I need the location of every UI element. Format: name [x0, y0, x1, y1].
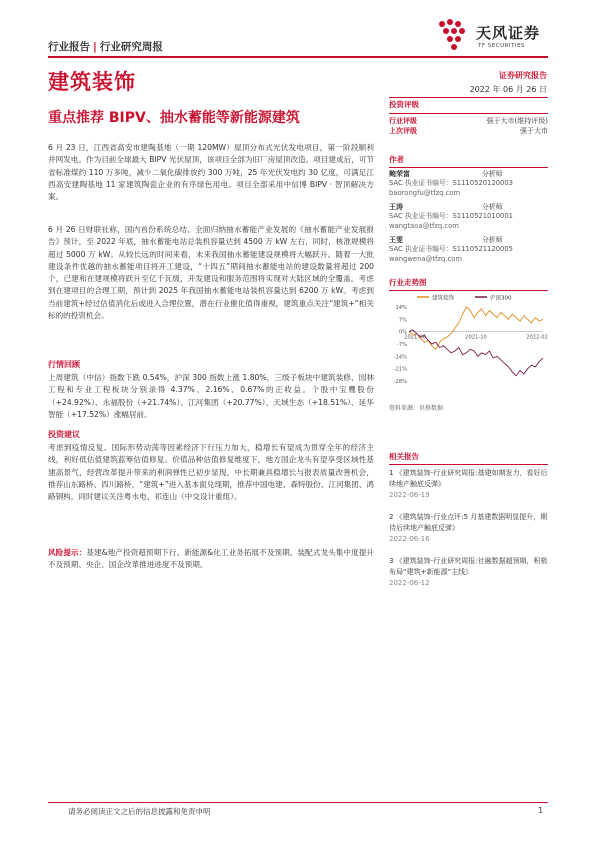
- author-sac: SAC 执业证书编号：S1110521010001: [389, 212, 513, 221]
- y-tick-label: -21%: [393, 366, 407, 373]
- breadcrumb-part2: 行业研究周报: [99, 41, 163, 53]
- rating-last-value: 强于大市: [520, 127, 548, 136]
- author-role: 分析师: [482, 203, 503, 211]
- author-email[interactable]: baorongfu@tfzq.com: [389, 188, 461, 197]
- tf-logo-icon: [436, 18, 470, 52]
- author-role: 分析师: [482, 236, 503, 244]
- related-title[interactable]: 1 《建筑装饰-行业研究周报:基建如期发力，看好后续地产触底反弹》: [389, 469, 548, 488]
- related-title[interactable]: 3 《建筑装饰-行业研究周报:社融数据超预期，积极布局“建筑+新能源”主线》: [389, 557, 548, 576]
- x-tick-label: 2022-02: [526, 334, 548, 341]
- industry-name: 建筑装饰: [48, 70, 136, 94]
- y-tick-label: -14%: [393, 354, 407, 361]
- author-email[interactable]: wangwena@tfzq.com: [389, 254, 462, 263]
- footer-rule: [48, 802, 548, 803]
- breadcrumb-separator: |: [93, 41, 97, 53]
- legend-label: 建筑装饰: [432, 295, 455, 302]
- rating-last-label: 上次评级: [389, 127, 417, 136]
- x-tick-label: 2021-10: [465, 334, 487, 341]
- author-card: [389, 203, 548, 231]
- rating-heading: 投资评级: [389, 100, 419, 109]
- report-type: 证券研究报告: [499, 71, 547, 80]
- footer-disclaimer[interactable]: 请务必阅读正文之后的信息披露和免责申明: [68, 807, 211, 816]
- header-rule: [48, 56, 548, 58]
- y-tick-label: -28%: [393, 379, 407, 385]
- related-item[interactable]: [389, 468, 548, 501]
- rating-last-row: [389, 126, 548, 136]
- author-name: 王涛: [389, 203, 403, 211]
- series-line: [409, 307, 543, 349]
- brand-name-cn: 天风证券: [476, 24, 541, 42]
- author-sac: SAC 执业证书编号：S1110520120003: [389, 179, 513, 188]
- related-heading-block: [389, 452, 548, 463]
- brand-name-en: TF SECURITIES: [478, 43, 525, 49]
- sidebar-rule: [389, 97, 548, 98]
- review-text: 上周建筑（中信）指数下跌 0.54%，沪深 300 指数上涨 1.80%，三级子板块中建筑装修、园林工程和专业工程板块分别录得 4.37%、2.16%、0.67%的正收益。个股中宝鹰股份（+24.92%）、永福股份（+21.74%）、江河集团（+20.77%）、天域生态（+18.51%）、延华智能（+17.52%）涨幅居前。: [48, 373, 374, 419]
- breadcrumb: [48, 39, 163, 54]
- author-sac: SAC 执业证书编号：S1110521120005: [389, 245, 513, 254]
- rating-rule: [389, 113, 548, 114]
- related-date: 2022-06-19: [389, 490, 430, 499]
- report-title: 重点推荐 BIPV、抽水蓄能等新能源建筑: [48, 110, 300, 126]
- authors-block: [389, 155, 548, 166]
- authors-rule: [389, 167, 548, 168]
- author-card: [389, 236, 548, 264]
- rating-block: [389, 100, 548, 111]
- y-tick-label: 14%: [395, 305, 407, 311]
- y-tick-label: 0%: [398, 329, 407, 336]
- advice-heading: 投资建议: [48, 430, 80, 439]
- author-name: 鲍荣富: [389, 170, 410, 178]
- advice-text: 考虑到疫情反复、国际形势动荡等因素经济下行压力加大，稳增长有望成为贯穿全年的经济主线，利好低估值建筑蓝筹估值修复。价值品种估值修复维度下，地方国企龙头有望享受区域性基建高景气，经营改革提升带来的利润弹性已初步显现，中长期兼具稳增长与报表质量改善机会，推荐山东路桥、四川路桥，“建筑+”进入基本面兑现期，推荐中国电建、森特股份、江河集团、鸿路钢构，同时建议关注粤水电、祁连山（中交设计重组）。: [48, 443, 374, 502]
- author-name: 王雯: [389, 236, 403, 244]
- y-tick-label: 7%: [398, 317, 407, 324]
- rating-industry-value: 强于大市(维持评级): [486, 117, 548, 125]
- page-number: 1: [538, 806, 543, 815]
- chart-heading: 行业走势图: [389, 278, 427, 287]
- y-tick-label: -7%: [396, 342, 407, 348]
- legend-label: 沪深300: [490, 295, 512, 302]
- chart-source: 资料来源：贝格数据: [389, 405, 444, 412]
- review-heading: 行情回顾: [48, 360, 80, 369]
- trend-chart-svg: [389, 287, 548, 407]
- breadcrumb-part1: 行业报告: [48, 41, 90, 53]
- authors-heading: 作者: [389, 155, 404, 164]
- paragraph-pumped-storage: 6 月 26 日财联社称，国内首份系统总结、全面归纳抽水蓄能产业发展的《抽水蓄能产业发展报告》预计，至 2022 年底，抽水蓄能电站总装机容量达到 4500 万 kW 左右，同时，核准规模将超过 5000 万 kW。从较长远的时间来看，未来我国抽水蓄能建设规模将大幅跃升。随着一大批建设条件优越的抽水蓄能项目将开工建设，“十四五”期间抽水蓄能电站的建设数量将超过 200 个，已建和在建规模将跃升至亿千瓦级，开发建设和服务范围将实现对大陆区域的全覆盖。考虑到在建项目的合理工期，预计到 2025 年我国抽水蓄能电站装机容量达到 6200 万 kW。考虑到当前建筑+经过估值消化后或进入合理位置，潜在行业催化值得重视，建筑重点关注“建筑+”相关标的的投资机会。: [48, 225, 374, 321]
- rating-industry-row: [389, 116, 548, 126]
- related-date: 2022-06-12: [389, 578, 430, 587]
- related-rule: [389, 464, 548, 465]
- brand-logo: [436, 18, 556, 52]
- author-role: 分析师: [482, 170, 503, 178]
- related-title[interactable]: 2 《建筑装饰-行业点评:5 月基建数据明显提升，期待后续地产触底反弹》: [389, 513, 548, 532]
- related-item[interactable]: [389, 556, 548, 589]
- risk-text: 基建&地产投资超预期下行、新能源&化工业务拓展不及预期、装配式龙头集中度提升不及预期、央企、国企改革推进进度不及预期。: [48, 548, 375, 570]
- author-email[interactable]: wangtaoa@tfzq.com: [389, 221, 459, 230]
- report-date: 2022 年 06 月 26 日: [469, 85, 547, 94]
- risk-label: 风险提示：: [48, 548, 87, 557]
- related-heading: 相关报告: [389, 452, 419, 461]
- rating-rows: [389, 116, 548, 136]
- trend-chart: [389, 287, 548, 407]
- rating-industry-label: 行业评级: [389, 117, 417, 125]
- x-tick-label: 2021-06: [404, 334, 426, 341]
- related-date: 2022-06-16: [389, 534, 430, 543]
- paragraph-bipv: 6 月 23 日，江西省高安市建陶基地（一期 120MW）屋顶分布式光伏发电项目，第一阶段顺利并网发电。作为目前全球最大 BIPV 光伏屋顶，该项目全部为旧厂房屋顶改造。项目建成后，可节省标准煤约 110 万多吨，减少二氧化碳排放约 300 万吨，25 年光伏发电约 30 亿度，可满足江西高安建陶基地 11 家建筑陶瓷企业的有序绿色用电。项目全部采用中信博 BIPV · 智顶解决方案。: [48, 143, 374, 202]
- risk-block: [48, 547, 374, 572]
- related-item[interactable]: [389, 512, 548, 545]
- author-card: [389, 170, 548, 198]
